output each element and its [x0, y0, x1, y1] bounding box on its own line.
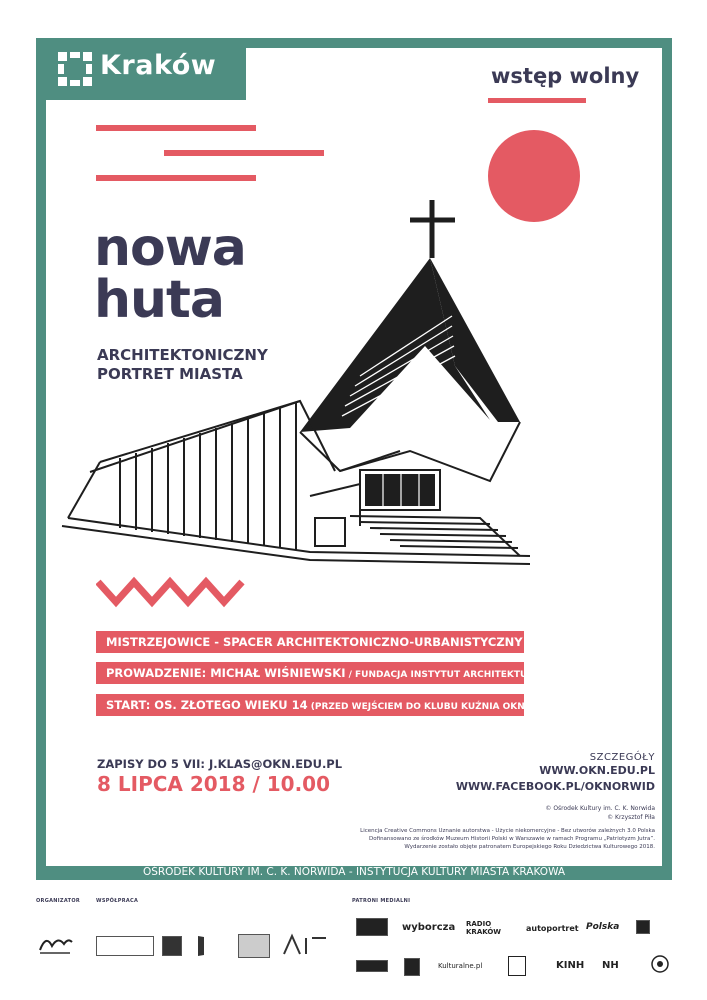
free-entry-badge: wstęp wolny	[491, 64, 640, 88]
media-logo-nh: NH	[602, 960, 619, 971]
details-url-1[interactable]: WWW.OKN.EDU.PL	[539, 764, 655, 777]
partner-logo-2	[162, 936, 182, 956]
details-block	[456, 752, 655, 795]
media-logo-wyborcza: wyborcza	[402, 922, 456, 933]
subtitle-line-1: ARCHITEKTONICZNY	[97, 346, 268, 364]
media-logo-book	[404, 958, 420, 976]
info-bar-start-extra: (PRZED WEJŚCIEM DO KLUBU KUŹNIA OKN)	[307, 702, 529, 712]
media-logo-kulturalne: Kulturalne.pl	[438, 962, 483, 970]
info-bar-guide	[96, 662, 541, 684]
info-bar-guide-extra: / FUNDACJA INSTYTUT ARCHITEKTURY	[345, 670, 541, 680]
media-logo-magiczny-krakow	[636, 920, 650, 934]
subtitle-line-2: PORTRET MIASTA	[97, 365, 243, 383]
info-bar-location	[96, 631, 524, 653]
credit-line-1: © Ośrodek Kultury im. C. K. Norwida	[545, 805, 655, 812]
details-label: SZCZEGÓŁY	[589, 752, 655, 763]
info-bar-location-text: MISTRZEJOWICE - SPACER ARCHITEKTONICZNO-URBANISTYCZNY	[106, 635, 523, 649]
krakow-logo-icon	[58, 52, 92, 86]
poster-title	[94, 218, 246, 330]
media-patrons-label: PATRONI MEDIALNI	[352, 898, 411, 904]
title-line-1: nowa	[94, 218, 246, 278]
media-logo-glos	[508, 956, 526, 976]
license-line-2: Dofinansowano ze środków Muzeum Historii Polski w Warszawie w ramach Programu „Patriotyzm Jutra”.	[369, 836, 655, 842]
media-logo-krakow-pl	[356, 960, 388, 972]
partner-logo-5	[280, 932, 330, 958]
organizer-label: ORGANIZATOR	[36, 898, 81, 904]
partner-logo-1	[96, 936, 154, 956]
deco-line-2	[164, 150, 324, 156]
brand-name: Kraków	[100, 50, 217, 81]
poster-subtitle	[97, 346, 268, 384]
badge-underline	[488, 98, 586, 103]
media-logo-radio-krakow: RADIO KRAKÓW	[466, 920, 502, 936]
license-line-1: Licencja Creative Commons Uznanie autorstwa - Użycie niekomercyjne - Bez utworów zależnych 3.0 Polska	[360, 828, 655, 834]
deco-line-1	[96, 125, 256, 131]
event-date: 8 LIPCA 2018 / 10.00	[97, 772, 330, 796]
info-bar-start-text: START: OS. ZŁOTEGO WIEKU 14	[106, 698, 308, 712]
license-text	[295, 827, 655, 851]
details-url-2[interactable]: WWW.FACEBOOK.PL/OKNORWID	[455, 780, 655, 793]
media-logo-polska: Polska	[586, 922, 620, 932]
media-logo-tvp3	[356, 918, 388, 936]
credit-line-2: © Krzysztof Piła	[607, 814, 655, 821]
footer-institution: OŚRODEK KULTURY IM. C. K. NORWIDA - INSTYTUCJA KULTURY MIASTA KRAKOWA	[142, 866, 566, 878]
info-bar-guide-text: PROWADZENIE: MICHAŁ WIŚNIEWSKI	[106, 666, 346, 680]
media-logo-autoportret: autoportret	[526, 924, 579, 933]
deco-line-3	[96, 175, 256, 181]
title-line-2: huta	[94, 270, 224, 330]
info-bar-start	[96, 694, 529, 716]
license-line-3: Wydarzenie zostało objęte patronatem Europejskiego Roku Dziedzictwa Kulturowego 2018.	[404, 844, 655, 850]
zigzag-decoration	[96, 574, 246, 610]
credits	[545, 804, 655, 822]
media-logo-circle	[650, 954, 670, 974]
partner-logo-3	[198, 936, 229, 956]
media-logo-kinh: KINH	[556, 960, 585, 971]
organizer-logo	[36, 930, 76, 958]
partner-logo-4	[238, 934, 270, 958]
signup-info: ZAPISY DO 5 VII: J.KLAS@OKN.EDU.PL	[97, 757, 343, 771]
cooperation-label: WSPÓŁPRACA	[96, 898, 139, 904]
